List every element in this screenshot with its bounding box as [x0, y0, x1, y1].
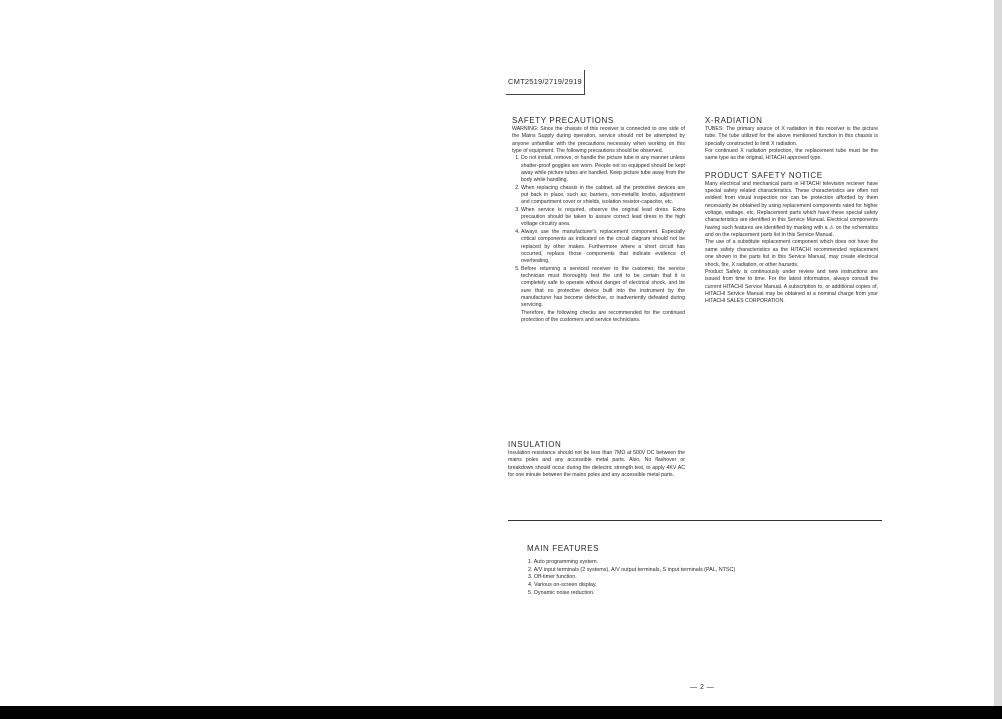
insulation-text: Insulation resistance should not be less than 7MΩ at 500V DC between the mains poles and any accessible metal parts. Also, No flashover or breakdown should occur during the dielectric strength test, to apply 4KV AC for one minute between the mains poles and any accessible metal parts. [508, 450, 685, 479]
main-features-list [527, 559, 887, 598]
scan-edge-strip [994, 0, 1002, 719]
safety-item-1: 1. Do not install, remove, or handle the picture tube in any manner unless shatter-proof goggles are worn. People not so equipped should be kept away while picture tubes are handled. Keep picture tube away from the body while handling. [521, 155, 685, 184]
safety-item-2: 2. When replacing chassis in the cabinet, all the protective devices are put back in place, such as; barriers, non-metallic knobs, adjustment and compartment cover or shields, isolation resistor-capacitor, etc. [521, 185, 685, 207]
x-radiation-title: X-RADIATION [705, 116, 763, 125]
section-divider [508, 520, 882, 521]
product-safety-title: PRODUCT SAFETY NOTICE [705, 170, 823, 180]
safety-precautions-section [512, 116, 685, 324]
right-column [705, 116, 878, 306]
feature-item-4: 4. Various on-screen display. [528, 582, 597, 589]
x-radiation-text-1: TUBES: The primary source of X radiation in this receiver is the picture tube. The tube utilized for the above mentioned function in this chassis is specially constructed to limit X radiation. [705, 126, 878, 147]
safety-precautions-list [512, 155, 685, 309]
safety-item-4: 4. Always use the manufacturer's replacement component. Especially critical components as indicated on the circuit diagram should not be replaced by other makes. Furthermore where a short circuit has occurred, replace those components that indicate evidence of overheating. [521, 229, 685, 266]
model-number: CMT2519/2719/2919 [508, 77, 582, 86]
page-number: — 2 — [690, 684, 715, 691]
scan-bottom-strip [0, 706, 1002, 719]
product-safety-text-3: Product Safety is continuously under review and new instructions are issued from time to time. For the latest information, always consult the current HITACHI Service Manual. A subscription to, or additional copies of, HITACHI Service Manual may be obtained at a nominal charge from your HITACHI SALES CORPORATION. [705, 268, 878, 305]
x-radiation-text-2: For continued X radiation protection, the replacement tube must be the same type as the original, HITACHI approved type. [705, 148, 878, 162]
safety-precautions-title: SAFETY PRECAUTIONS [512, 116, 614, 125]
main-features-section [527, 545, 887, 598]
feature-item-5: 5. Dynamic noise reduction. [528, 589, 595, 596]
main-features-title: MAIN FEATURES [527, 544, 600, 553]
safety-closing-text: Therefore, the following checks are recommended for the continued protection of the customers and service technicians. [521, 309, 685, 323]
safety-warning-text: WARNING: Since the chassis of this receiver is connected to one side of the Mains Supply during operation, service should not be attempted by anyone unfamiliar with the precautions necessary when working on this type of equipment. The following precautions should be observed. [512, 126, 685, 155]
model-number-box [506, 70, 585, 95]
feature-item-1: 1. Auto programming system. [528, 558, 599, 565]
feature-item-3: 3. Off-timer function. [528, 574, 577, 581]
product-safety-text-2: The use of a substitute replacement component which does not have the same safety characteristics as the HITACHI recommended replacement one shown in the parts list in this Service Manual, may create electrical shock, fire, X radiation, or other hazards. [705, 239, 878, 268]
insulation-section [508, 440, 685, 479]
insulation-title: INSULATION [508, 440, 562, 449]
safety-item-3: 3. When service is required, observe the original lead dress. Extra precaution should be taken to assure correct lead dress in the high voltage circuitry area. [521, 207, 685, 229]
product-safety-text-1: Many electrical and mechanical parts in HITACHI television reciever have special safety related characteristics. These characteristics are often not evident from visual inspection nor can be protection afforded by them necessarily be obtained by using replacement components rated for higher voltage, wattage, etc. Replacement parts which have these special safety characteristics are identified in this Service Manual. Electrical components having such features are identified by marking with a ⚠ on the schematics and on the replacement parts list in this Service Manual. [705, 180, 878, 239]
feature-item-2: 2. A/V input terminals (2 systems), A/V output terminals, S input terminals (PAL, NTSC) [528, 566, 736, 573]
safety-item-5: 5. Before returning a serviced receiver to the customer, the service technician must thoroughly test the unit to be certain that it is completely safe to operate without danger of electrical shock, and be sure that no protective device built into the instrument by the manufacturer has become defective, or inadvertently defeated during servicing. [521, 266, 685, 310]
